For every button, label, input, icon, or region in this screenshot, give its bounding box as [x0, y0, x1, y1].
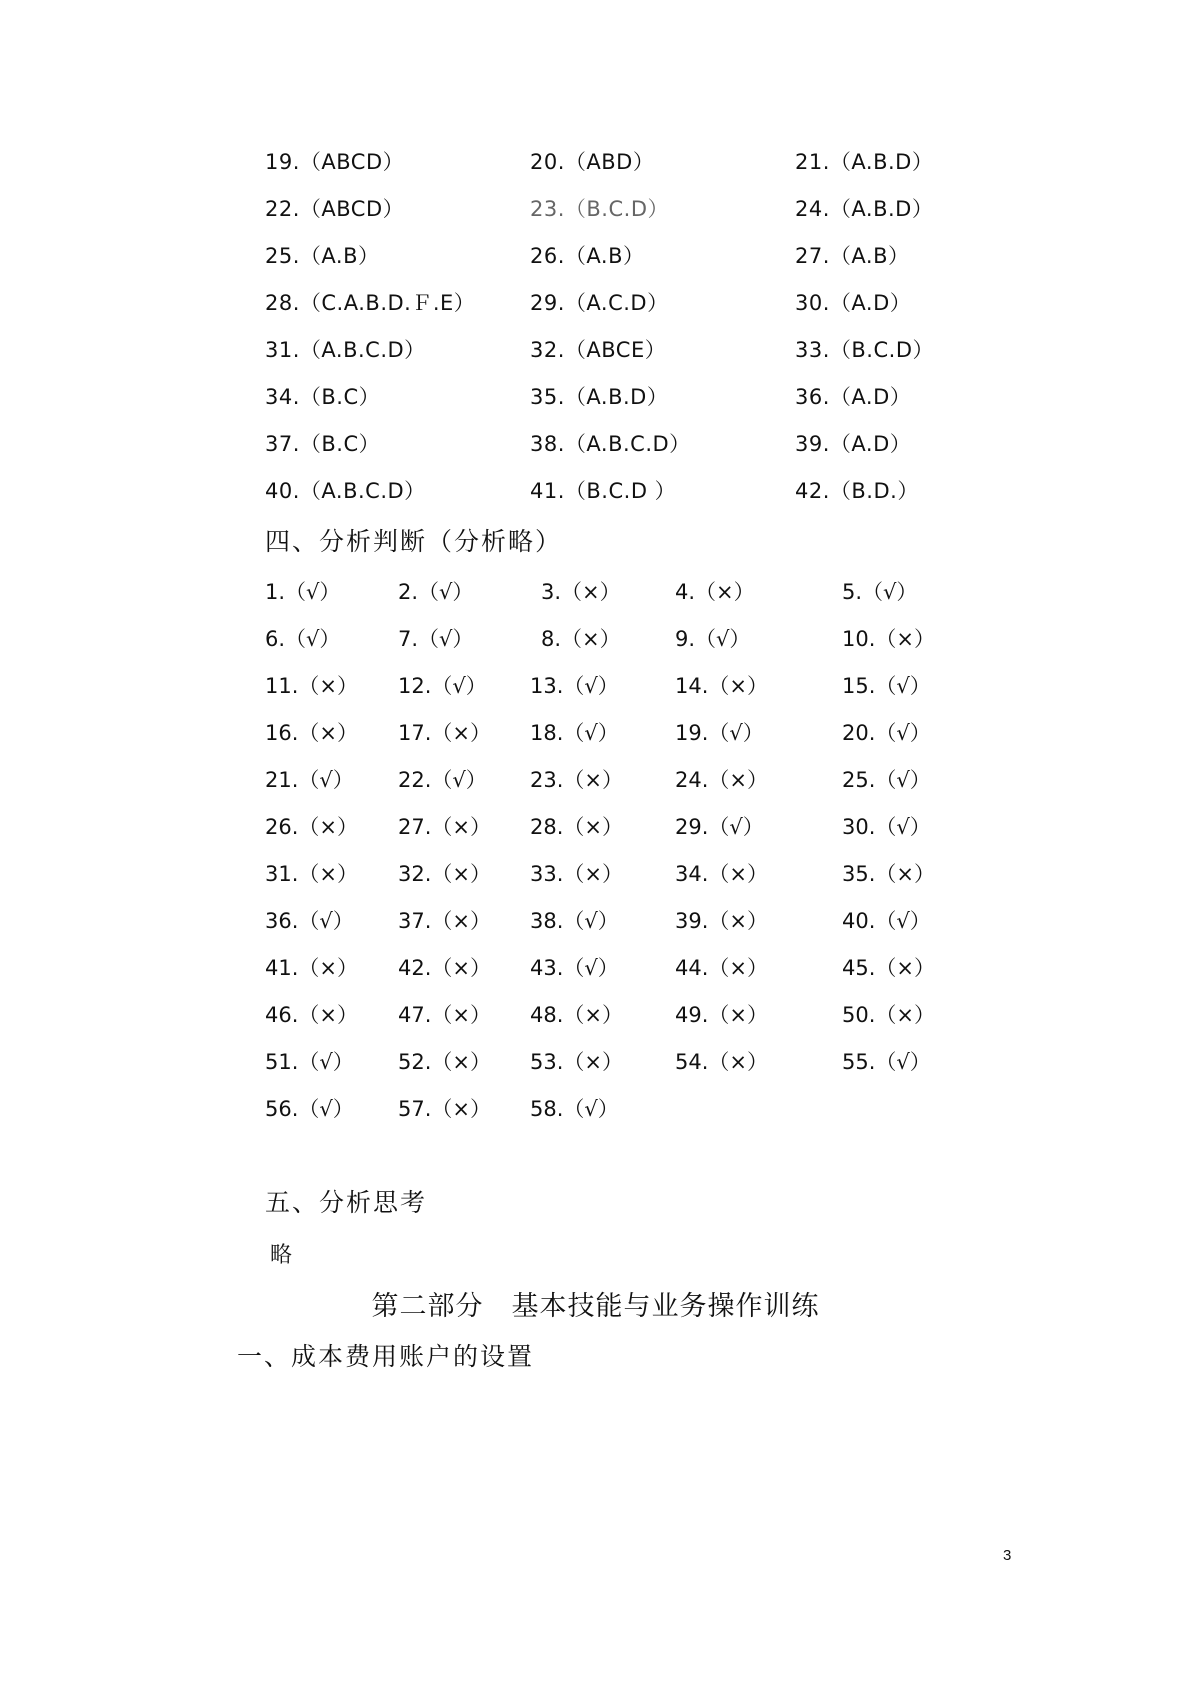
- answer-item: 45.（×）: [842, 956, 935, 980]
- page-number: 3: [1003, 1547, 1012, 1564]
- answer-item: 29.（A.C.D）: [530, 291, 669, 315]
- answer-item: 19.（√）: [675, 721, 764, 745]
- answer-item: 27.（×）: [398, 815, 491, 839]
- answer-item: 54.（×）: [675, 1050, 768, 1074]
- answer-item: 24.（×）: [675, 768, 768, 792]
- answer-item: 49.（×）: [675, 1003, 768, 1027]
- answer-item: 39.（A.D）: [795, 432, 912, 456]
- answer-row: [0, 475, 1191, 505]
- answer-item: 20.（ABD）: [530, 150, 655, 174]
- answer-row: [0, 858, 1191, 888]
- answer-item: 17.（×）: [398, 721, 491, 745]
- answer-row: [0, 999, 1191, 1029]
- answer-item: 26.（×）: [265, 815, 358, 839]
- answer-item: 48.（×）: [530, 1003, 623, 1027]
- answer-item: 1.（√）: [265, 580, 341, 604]
- answer-row: [0, 952, 1191, 982]
- answer-item: 22.（ABCD）: [265, 197, 405, 221]
- answer-item: 44.（×）: [675, 956, 768, 980]
- answer-item: 28.（C.A.B.D.Ｆ.E）: [265, 291, 476, 315]
- answer-item: 16.（×）: [265, 721, 358, 745]
- answer-row: [0, 240, 1191, 270]
- answer-row: [0, 381, 1191, 411]
- answer-item: 22.（√）: [398, 768, 487, 792]
- answer-item: 58.（√）: [530, 1097, 619, 1121]
- answer-item: 29.（√）: [675, 815, 764, 839]
- answer-item: 9.（√）: [675, 627, 751, 651]
- answer-row: [0, 334, 1191, 364]
- answer-row: [0, 764, 1191, 794]
- answer-row: [0, 287, 1191, 317]
- answer-item: 8.（×）: [541, 627, 621, 651]
- answer-item: 3.（×）: [541, 580, 621, 604]
- answer-item: 40.（A.B.C.D）: [265, 479, 426, 503]
- part-title: 第二部分 基本技能与业务操作训练: [371, 1291, 820, 1322]
- answer-item: 19.（ABCD）: [265, 150, 405, 174]
- answer-item: 46.（×）: [265, 1003, 358, 1027]
- answer-item: 12.（√）: [398, 674, 487, 698]
- answer-item: 53.（×）: [530, 1050, 623, 1074]
- answer-item: 33.（B.C.D）: [795, 338, 934, 362]
- answer-item: 6.（√）: [265, 627, 341, 651]
- answer-item: 5.（√）: [842, 580, 918, 604]
- answer-row: [0, 811, 1191, 841]
- answer-item: 43.（√）: [530, 956, 619, 980]
- answer-item: 38.（A.B.C.D）: [530, 432, 691, 456]
- answer-item: 24.（A.B.D）: [795, 197, 934, 221]
- answer-row: [0, 146, 1191, 176]
- answer-row: [0, 576, 1191, 606]
- answer-item: 36.（A.D）: [795, 385, 912, 409]
- answer-item: 7.（√）: [398, 627, 474, 651]
- answer-item: 21.（√）: [265, 768, 354, 792]
- answer-row: [0, 193, 1191, 223]
- answer-row: [0, 623, 1191, 653]
- answer-row: [0, 717, 1191, 747]
- answer-item: 26.（A.B）: [530, 244, 645, 268]
- answer-item: 30.（√）: [842, 815, 931, 839]
- answer-item: 47.（×）: [398, 1003, 491, 1027]
- answer-item: 42.（×）: [398, 956, 491, 980]
- answer-item: 13.（√）: [530, 674, 619, 698]
- answer-item: 11.（×）: [265, 674, 358, 698]
- answer-item: 34.（B.C）: [265, 385, 381, 409]
- section-heading: 四、分析判断（分析略）: [265, 527, 563, 556]
- answer-item: 35.（×）: [842, 862, 935, 886]
- answer-item: 56.（√）: [265, 1097, 354, 1121]
- answer-item: 38.（√）: [530, 909, 619, 933]
- answer-item: 32.（×）: [398, 862, 491, 886]
- answer-item: 51.（√）: [265, 1050, 354, 1074]
- answer-item: 37.（B.C）: [265, 432, 381, 456]
- answer-item: 15.（√）: [842, 674, 931, 698]
- answer-item: 34.（×）: [675, 862, 768, 886]
- answer-item: 35.（A.B.D）: [530, 385, 669, 409]
- answer-item: 50.（×）: [842, 1003, 935, 1027]
- answer-item: 30.（A.D）: [795, 291, 912, 315]
- answer-item: 31.（A.B.C.D）: [265, 338, 426, 362]
- answer-item: 39.（×）: [675, 909, 768, 933]
- answer-item: 23.（×）: [530, 768, 623, 792]
- answer-row: [0, 905, 1191, 935]
- answer-item: 25.（√）: [842, 768, 931, 792]
- answer-item: 14.（×）: [675, 674, 768, 698]
- answer-item: 36.（√）: [265, 909, 354, 933]
- answer-item: 28.（×）: [530, 815, 623, 839]
- section-heading: 五、分析思考: [265, 1188, 428, 1217]
- answer-item: 4.（×）: [675, 580, 755, 604]
- answer-item: 31.（×）: [265, 862, 358, 886]
- subsection-heading: 一、成本费用账户的设置: [237, 1342, 535, 1371]
- answer-item: 23.（B.C.D）: [530, 197, 669, 221]
- answer-item: 32.（ABCE）: [530, 338, 667, 362]
- answer-item: 33.（×）: [530, 862, 623, 886]
- answer-item: 52.（×）: [398, 1050, 491, 1074]
- answer-item: 25.（A.B）: [265, 244, 380, 268]
- answer-item: 10.（×）: [842, 627, 935, 651]
- answer-item: 18.（√）: [530, 721, 619, 745]
- answer-item: 27.（A.B）: [795, 244, 910, 268]
- answer-row: [0, 670, 1191, 700]
- answer-item: 42.（B.D.）: [795, 479, 919, 503]
- answer-item: 57.（×）: [398, 1097, 491, 1121]
- answer-row: [0, 428, 1191, 458]
- answer-item: 21.（A.B.D）: [795, 150, 934, 174]
- answer-row: [0, 1093, 1191, 1123]
- answer-item: 2.（√）: [398, 580, 474, 604]
- answer-item: 20.（√）: [842, 721, 931, 745]
- answer-item: 41.（×）: [265, 956, 358, 980]
- answer-item: 40.（√）: [842, 909, 931, 933]
- answer-item: 55.（√）: [842, 1050, 931, 1074]
- answer-row: [0, 1046, 1191, 1076]
- answer-item: 37.（×）: [398, 909, 491, 933]
- section-body: 略: [270, 1243, 293, 1268]
- answer-item: 41.（B.C.D ）: [530, 479, 677, 503]
